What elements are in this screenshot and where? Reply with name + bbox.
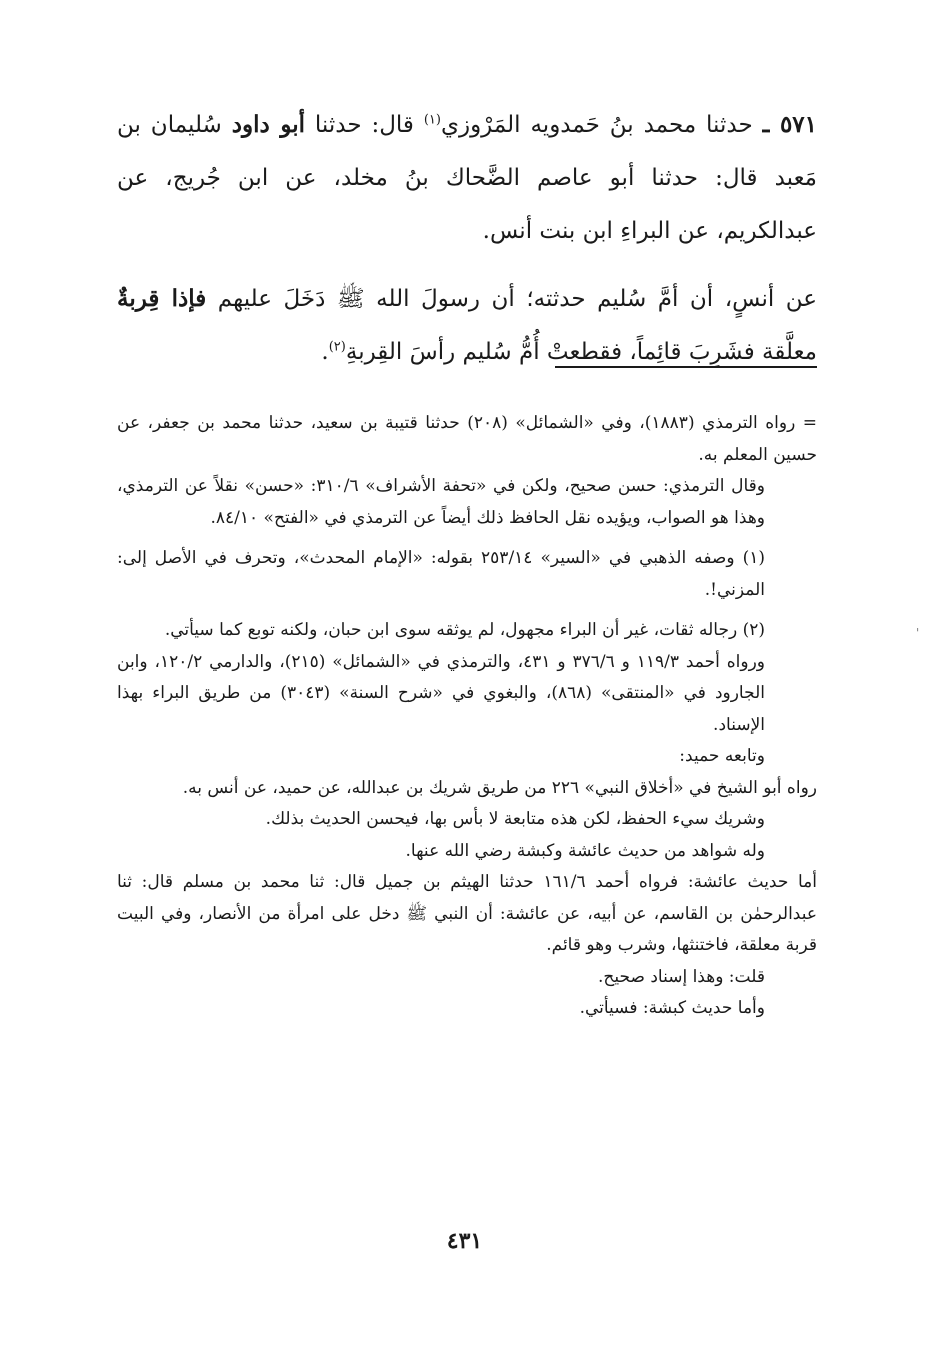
footnote-ref-2: (٢) — [328, 339, 346, 355]
hadith-number: ٥٧١ ـ — [762, 111, 818, 138]
hadith-matn — [117, 272, 817, 379]
isnad-text-1: حدثنا محمد بنُ حَمدويه المَرْوزي — [440, 112, 763, 138]
footnote-2-f: وله شواهد من حديث عائشة وكبشة رضي الله عنها. — [405, 840, 765, 861]
footnote-ref-1: (١) — [423, 112, 441, 128]
footnote-2-a: (٢) رجاله ثقات، غير أن البراء مجهول، لم يوثقه سوى ابن حبان، ولكنه توبع كما سيأتي. — [164, 620, 765, 640]
footnote-2-e: وشريك سيء الحفظ، لكن هذه متابعة لا بأس بها، فيحسن الحديث بذلك. — [265, 809, 765, 829]
margin-mark: ' — [916, 626, 920, 640]
hadith-isnad — [117, 98, 817, 258]
footnote-1: (١) وصفه الذهبي في «السير» ٢٥٣/١٤ بقوله: «الإمام المحدث»، وتحرف في الأصل إلى: المزني!. — [117, 548, 765, 600]
footnote-separator — [555, 366, 817, 368]
page-number: ٤٣١ — [446, 1228, 483, 1254]
isnad-text-2: قال: حدثنا — [305, 112, 424, 138]
footnote-2-g: أما حديث عائشة: فرواه أحمد ١٦١/٦ حدثنا الهيثم بن جميل قال: ثنا محمد بن مسلم قال: ثنا عبدالرحمٰن بن القاسم، عن أبيه، عن عائشة: أن النبي ﷺ دخل على امرأة من الأنصار، وفي البيت قربة معلقة، فاختنثها، وشرب وهو قائم. — [117, 872, 818, 955]
footnote-2-h: قلت: وهذا إسناد صحيح. — [598, 966, 765, 987]
isnad-text-4: عن عبدالكريم، عن البراءِ ابن بنت أنس. — [117, 165, 817, 244]
footnote-2-d: رواه أبو الشيخ في «أخلاق النبي» ٢٢٦ من طريق شريك بن عبدالله، عن حميد، عن أنس به. — [182, 777, 817, 798]
footnote-2-b: ورواه أحمد ١١٩/٣ و ٣٧٦/٦ و ٤٣١، والترمذي في «الشمائل» (٢١٥)، والدارمي ١٢٠/٢، وابن الجارود في «المنتقى» (٨٦٨)، والبغوي في «شرح السنة» (٣٠٤٣) من طريق البراء بهذا الإسناد. — [117, 651, 765, 735]
hadith-block — [117, 98, 817, 379]
footnote-2-i: وأما حديث كبشة: فسيأتي. — [579, 998, 765, 1018]
matn-text-1: عن أنسٍ، أن أمَّ سُليم حدثته؛ أن رسولَ الله ﷺ دَخَلَ عليهم — [206, 286, 817, 312]
footnote-continuation-2: وقال الترمذي: حسن صحيح، ولكن في «تحفة الأشراف» ٣١٠/٦: «حسن» نقلاً عن الترمذي، وهذا هو الصواب، ويؤيده نقل الحافظ ذلك أيضاً عن الترمذي في «الفتح» ٨٤/١٠. — [117, 476, 765, 528]
matn-bold: فإذا قِربةٌ — [117, 285, 207, 312]
matn-text-2: معلَّقة فشَرِبَ قائِماً، فقطعتْ أُمُّ سُليم رأسَ القِربةِ — [345, 339, 817, 365]
narrator-name-bold: أبو داود — [231, 111, 306, 138]
footnotes — [117, 408, 817, 1025]
footnote-continuation-1: = رواه الترمذي (١٨٨٣)، وفي «الشمائل» (٢٠٨) حدثنا قتيبة بن سعيد، حدثنا محمد بن جعفر، عن حسين المعلم به. — [117, 413, 818, 465]
matn-end: . — [321, 339, 329, 365]
footnote-2-c: وتابعه حميد: — [679, 746, 765, 766]
isnad-text-3: سُليمان بن مَعبد قال: حدثنا أبو عاصم الضَّحاك بنُ مخلد، عن ابن جُريج، — [117, 112, 818, 191]
